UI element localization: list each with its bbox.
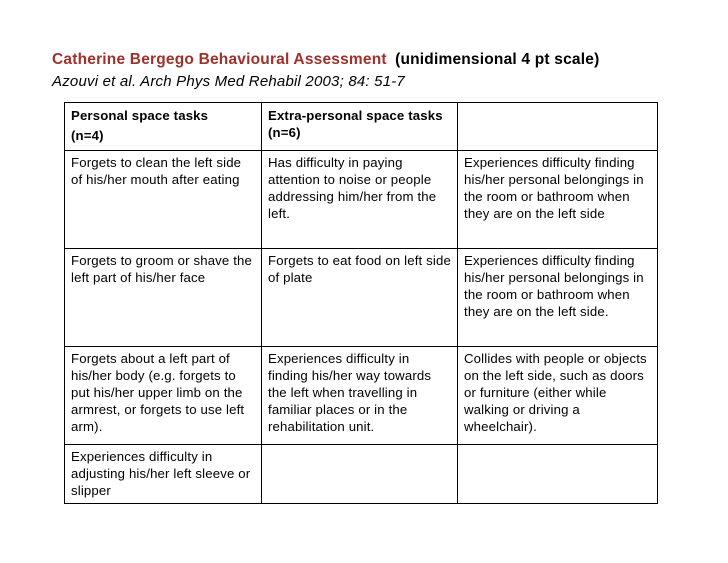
citation: Azouvi et al. Arch Phys Med Rehabil 2003; 84: 51-7	[52, 73, 405, 90]
table-cell: Forgets about a left part of his/her body (e.g. forgets to put his/her upper limb on the armrest, or forgets to use left arm).	[65, 347, 262, 445]
header-label: Extra-personal space tasks (n=6)	[268, 108, 443, 141]
header-cell-extra-personal-space	[262, 103, 458, 151]
table-cell: Has difficulty in paying attention to noise or people addressing him/her from the left.	[262, 151, 458, 249]
table-cell: Forgets to clean the left side of his/her mouth after eating	[65, 151, 262, 249]
table-cell	[262, 445, 458, 504]
table-row	[65, 151, 658, 249]
table-cell: Experiences difficulty in adjusting his/her left sleeve or slipper	[65, 445, 262, 504]
table-cell	[458, 445, 658, 504]
table-row	[65, 249, 658, 347]
header-cell-personal-space	[65, 103, 262, 151]
table-header-row	[65, 103, 658, 151]
assessment-title: Catherine Bergego Behavioural Assessment	[52, 51, 387, 68]
document-header	[52, 50, 712, 92]
table-row	[65, 347, 658, 445]
scale-note: (unidimensional 4 pt scale)	[395, 51, 600, 68]
title-line	[52, 50, 712, 70]
table-cell: Forgets to eat food on left side of plate	[262, 249, 458, 347]
header-count: (n=4)	[71, 128, 104, 144]
table-cell: Collides with people or objects on the left side, such as doors or furniture (either while walking or driving a wheelchair).	[458, 347, 658, 445]
table-cell: Forgets to groom or shave the left part of his/her face	[65, 249, 262, 347]
header-label: Personal space tasks	[71, 108, 209, 123]
table-cell: Experiences difficulty in finding his/her way towards the left when travelling in familiar places or in the rehabilitation unit.	[262, 347, 458, 445]
table-row	[65, 445, 658, 504]
table-cell: Experiences difficulty finding his/her personal belongings in the room or bathroom when they are on the left side	[458, 151, 658, 249]
header-cell-empty	[458, 103, 658, 151]
table-cell: Experiences difficulty finding his/her personal belongings in the room or bathroom when they are on the left side.	[458, 249, 658, 347]
assessment-table	[64, 102, 658, 504]
